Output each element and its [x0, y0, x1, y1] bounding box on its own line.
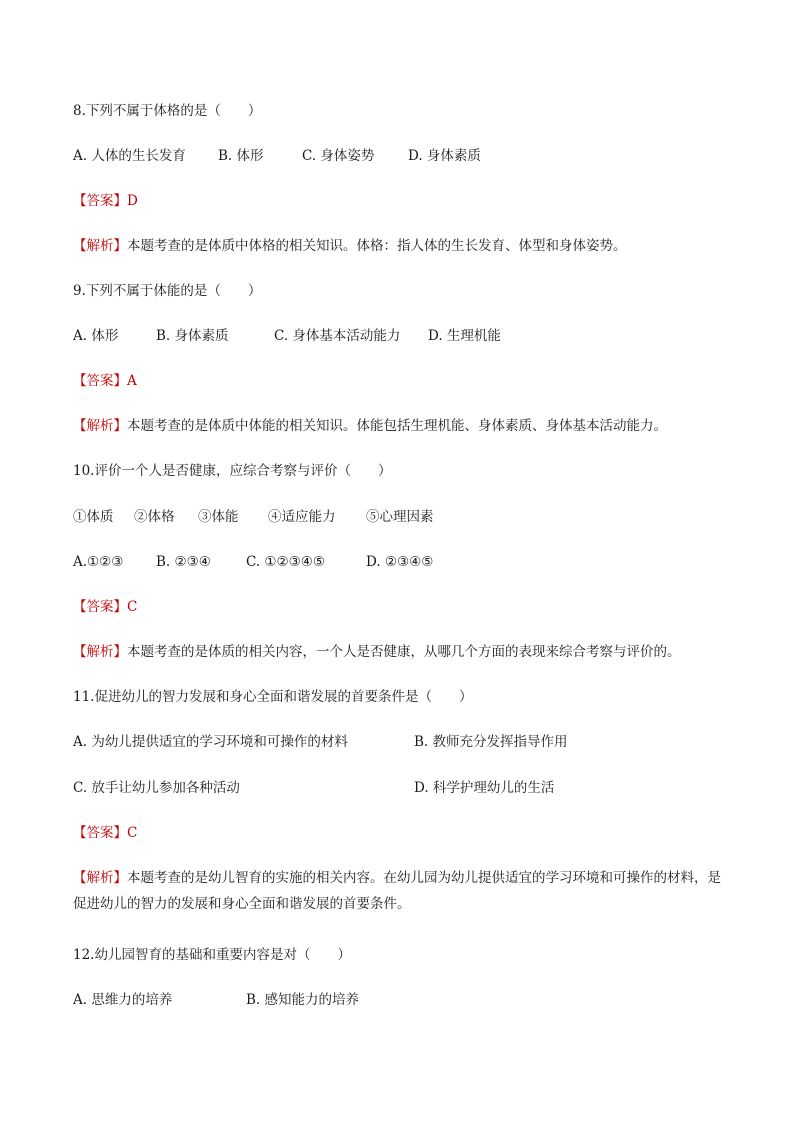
- q10-item-1: ①体质: [73, 509, 114, 525]
- q11-option-c: C. 放手让幼儿参加各种活动: [73, 780, 240, 796]
- q8-option-b: B. 体形: [218, 148, 264, 164]
- q10-stem: 10.评价一个人是否健康，应综合考察与评价（ ）: [73, 463, 392, 479]
- answer-value: C: [127, 825, 138, 841]
- analysis-label: 【解析】: [73, 238, 127, 254]
- q11-option-a: A. 为幼儿提供适宜的学习环境和可操作的材料: [73, 734, 348, 750]
- analysis-label: 【解析】: [73, 644, 127, 660]
- q10-option-c: C. ①②③④⑤: [246, 554, 325, 570]
- q8-option-c: C. 身体姿势: [302, 148, 375, 164]
- q12-stem: 12.幼儿园智育的基础和重要内容是对（ ）: [73, 947, 351, 963]
- q9-analysis: [73, 417, 667, 435]
- q8-stem: 8.下列不属于体格的是（ ）: [73, 103, 262, 119]
- analysis-text: 本题考查的是体质中体能的相关知识。体能包括生理机能、身体素质、身体基本活动能力。: [127, 418, 667, 434]
- q8-answer: [73, 192, 138, 210]
- q10-item-4: ④适应能力: [268, 509, 336, 525]
- q11-analysis: [73, 865, 721, 917]
- answer-value: C: [127, 599, 138, 615]
- analysis-text: 本题考查的是体质中体格的相关知识。体格：指人体的生长发育、体型和身体姿势。: [127, 238, 627, 254]
- answer-value: D: [127, 193, 138, 209]
- q10-option-d: D. ②③④⑤: [366, 554, 434, 570]
- q10-item-3: ③体能: [198, 509, 239, 525]
- q9-option-c: C. 身体基本活动能力: [274, 328, 401, 344]
- answer-label: 【答案】: [73, 599, 127, 615]
- analysis-label: 【解析】: [73, 418, 127, 434]
- analysis-text: 本题考查的是幼儿智育的实施的相关内容。在幼儿园为幼儿提供适宜的学习环境和可操作的材料，是促进幼儿的智力的发展和身心全面和谐发展的首要条件。: [73, 870, 721, 912]
- q10-item-2: ②体格: [134, 509, 175, 525]
- q11-answer: [73, 824, 137, 842]
- q12-option-b: B. 感知能力的培养: [246, 992, 360, 1008]
- answer-label: 【答案】: [73, 825, 127, 841]
- q9-option-b: B. 身体素质: [156, 328, 229, 344]
- answer-value: A: [127, 373, 137, 389]
- q11-stem: 11.促进幼儿的智力发展和身心全面和谐发展的首要条件是（ ）: [73, 689, 473, 705]
- answer-label: 【答案】: [73, 373, 127, 389]
- q9-stem: 9.下列不属于体能的是（ ）: [73, 283, 262, 299]
- analysis-label: 【解析】: [73, 870, 127, 886]
- q12-option-a: A. 思维力的培养: [73, 992, 173, 1008]
- q10-option-b: B. ②③④: [156, 554, 211, 570]
- answer-label: 【答案】: [73, 193, 127, 209]
- q10-option-a: A.①②③: [73, 554, 124, 570]
- analysis-text: 本题考查的是体质的相关内容，一个人是否健康，从哪几个方面的表现来综合考察与评价的。: [127, 644, 681, 660]
- q9-option-a: A. 体形: [73, 328, 119, 344]
- q9-option-d: D. 生理机能: [428, 328, 501, 344]
- q8-option-d: D. 身体素质: [408, 148, 481, 164]
- q11-option-b: B. 教师充分发挥指导作用: [414, 734, 568, 750]
- q10-answer: [73, 598, 137, 616]
- q9-answer: [73, 372, 137, 390]
- q10-item-5: ⑤心理因素: [366, 509, 434, 525]
- q8-option-a: A. 人体的生长发育: [73, 148, 186, 164]
- q8-analysis: [73, 237, 627, 255]
- q10-analysis: [73, 643, 681, 661]
- q11-option-d: D. 科学护理幼儿的生活: [414, 780, 555, 796]
